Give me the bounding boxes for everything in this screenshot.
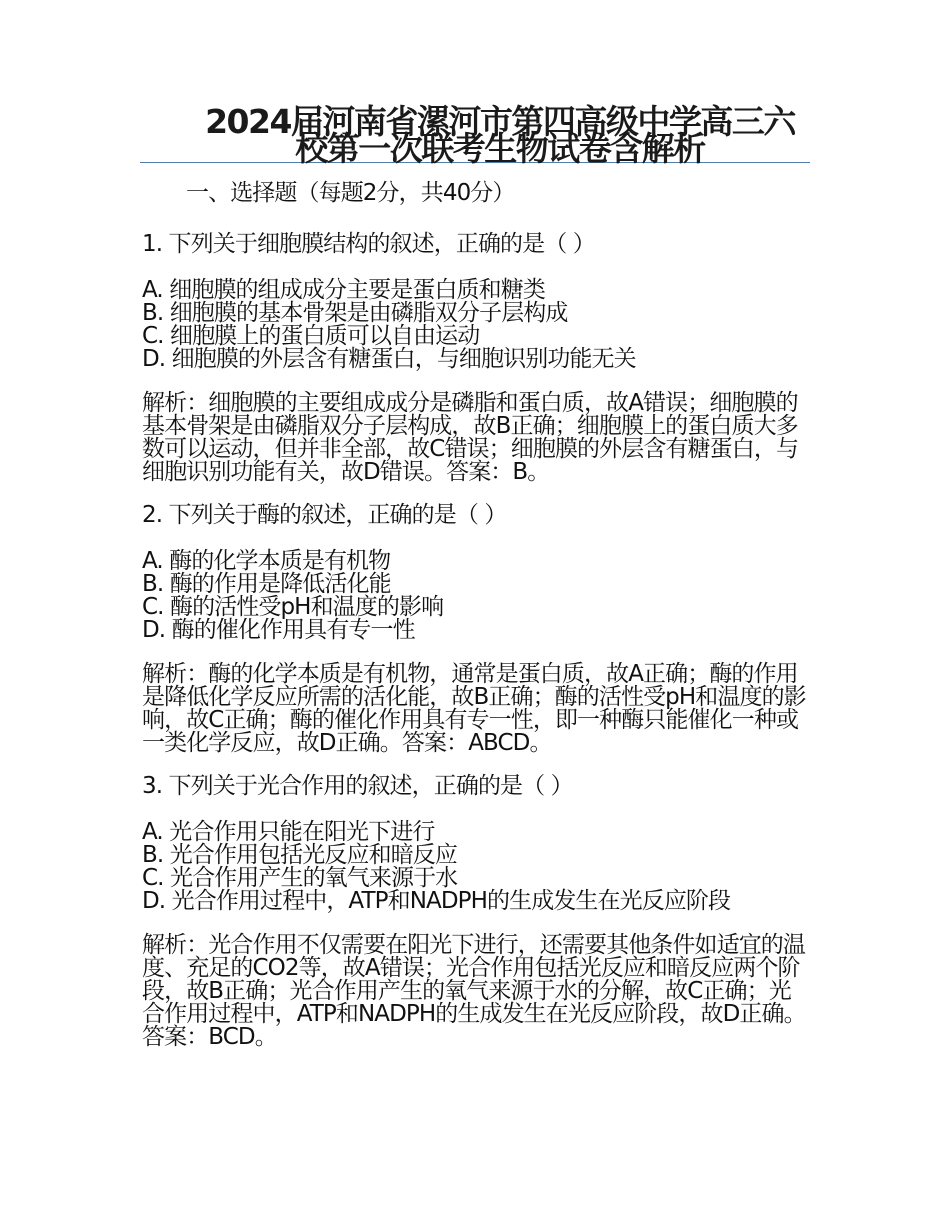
option-b: B. 光合作用包括光反应和暗反应 — [142, 842, 458, 868]
question-stem: 3. 下列关于光合作用的叙述，正确的是（ ） — [142, 773, 573, 799]
option-list — [142, 550, 808, 642]
option-b: B. 酶的作用是降低活化能 — [142, 571, 391, 597]
analysis-text: 解析：光合作用不仅需要在阳光下进行，还需要其他条件如适宜的温度、充足的CO2等，故A错误；光合作用包括光反应和暗反应两个阶段，故B正确；光合作用产生的氧气来源于水的分解，故C正确；光合作用过程中，ATP和NADPH的生成发生在光反应阶段，故D正确。答案：BCD。 — [142, 932, 806, 1050]
section-heading: 一、选择题（每题2分，共40分） — [186, 180, 515, 206]
option-b: B. 细胞膜的基本骨架是由磷脂双分子层构成 — [142, 300, 568, 326]
option-list — [142, 279, 808, 371]
option-d: D. 细胞膜的外层含有糖蛋白，与细胞识别功能无关 — [142, 346, 636, 372]
question-1 — [142, 229, 808, 484]
option-a: A. 细胞膜的组成成分主要是蛋白质和糖类 — [142, 277, 545, 303]
document-title: 2024届河南省漯河市第四高级中学高三六校第一次联考生物试卷含解析 — [205, 102, 795, 168]
option-d: D. 光合作用过程中，ATP和NADPH的生成发生在光反应阶段 — [142, 888, 731, 914]
analysis-text: 解析：细胞膜的主要组成成分是磷脂和蛋白质，故A错误；细胞膜的基本骨架是由磷脂双分子层构成，故B正确；细胞膜上的蛋白质大多数可以运动，但并非全部，故C错误；细胞膜的外层含有糖蛋白，与细胞识别功能有关，故D错误。答案：B。 — [142, 390, 799, 485]
option-list — [142, 821, 808, 913]
option-a: A. 酶的化学本质是有机物 — [142, 548, 391, 574]
question-2 — [142, 500, 808, 755]
option-a: A. 光合作用只能在阳光下进行 — [142, 819, 435, 845]
option-c: C. 酶的活性受pH和温度的影响 — [142, 594, 444, 620]
analysis-text: 解析：酶的化学本质是有机物，通常是蛋白质，故A正确；酶的作用是降低化学反应所需的活化能，故B正确；酶的活性受pH和温度的影响，故C正确；酶的催化作用具有专一性，即一种酶只能催化一种或一类化学反应，故D正确。答案：ABCD。 — [142, 661, 806, 756]
document-body — [142, 178, 808, 1065]
option-c: C. 细胞膜上的蛋白质可以自由运动 — [142, 323, 480, 349]
title-block — [140, 102, 810, 168]
question-stem: 1. 下列关于细胞膜结构的叙述，正确的是（ ） — [142, 231, 595, 257]
question-3 — [142, 771, 808, 1049]
option-d: D. 酶的催化作用具有专一性 — [142, 617, 415, 643]
question-stem: 2. 下列关于酶的叙述，正确的是（ ） — [142, 502, 507, 528]
option-c: C. 光合作用产生的氧气来源于水 — [142, 865, 458, 891]
